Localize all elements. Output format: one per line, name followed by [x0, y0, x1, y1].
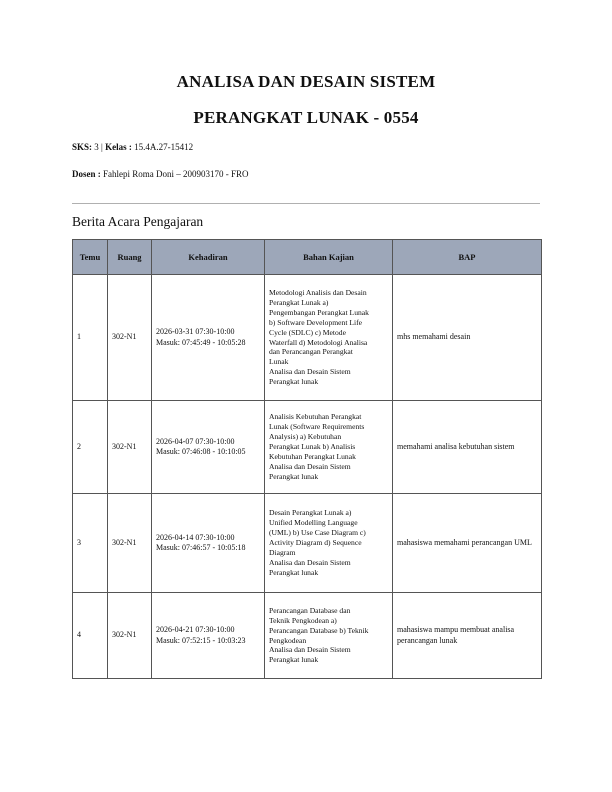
- bahan-line: Pengembangan Perangkat Lunak: [269, 307, 369, 317]
- cell-ruang: 302-N1: [108, 275, 152, 401]
- dosen-label: Dosen :: [72, 169, 101, 179]
- header-ruang: Ruang: [108, 240, 152, 275]
- bahan-line: Waterfall d) Metodologi Analisa: [269, 337, 368, 347]
- course-info: [72, 142, 193, 152]
- schedule-time: 2026-04-14 07:30-10:00: [156, 532, 235, 542]
- bahan-line: Teknik Pengkodean a): [269, 615, 337, 625]
- cell-kehadiran: [152, 494, 265, 593]
- bap-table: [72, 239, 542, 679]
- bahan-line: Perangkat lunak: [269, 471, 319, 481]
- cell-ruang: 302-N1: [108, 593, 152, 679]
- header-bahan-kajian: Bahan Kajian: [265, 240, 393, 275]
- cell-temu: 2: [73, 401, 108, 494]
- section-title: Berita Acara Pengajaran: [72, 214, 204, 229]
- sks-value: 3: [94, 142, 99, 152]
- schedule-time: 2026-03-31 07:30-10:00: [156, 327, 235, 337]
- bahan-line: Analisis Kebutuhan Perangkat: [269, 412, 362, 422]
- table-row: [73, 401, 542, 494]
- lecturer-info: [72, 169, 249, 179]
- cell-bahan-kajian: [265, 494, 393, 593]
- cell-temu: 4: [73, 593, 108, 679]
- bahan-line: Analisa dan Desain Sistem: [269, 367, 351, 377]
- cell-bap: mahasiswa memahami perancangan UML: [393, 494, 542, 593]
- bahan-line: Analisa dan Desain Sistem: [269, 461, 351, 471]
- bahan-line: b) Software Development Life: [269, 317, 362, 327]
- cell-bap: mhs memahami desain: [393, 275, 542, 401]
- bahan-line: Metodologi Analisis dan Desain: [269, 288, 367, 298]
- bahan-line: Unified Modelling Language: [269, 518, 358, 528]
- bahan-line: Activity Diagram d) Sequence: [269, 538, 362, 548]
- bahan-line: Perangkat lunak: [269, 376, 319, 386]
- bahan-line: (UML) b) Use Case Diagram c): [269, 528, 366, 538]
- cell-bap: memahami analisa kebutuhan sistem: [393, 401, 542, 494]
- bahan-line: dan Perancangan Perangkat: [269, 347, 353, 357]
- bahan-line: Perangkat lunak: [269, 655, 319, 665]
- bahan-line: Diagram: [269, 547, 296, 557]
- header-bap: BAP: [393, 240, 542, 275]
- bahan-line: Desain Perangkat Lunak a): [269, 508, 352, 518]
- cell-ruang: 302-N1: [108, 494, 152, 593]
- bahan-line: Perangkat Lunak a): [269, 298, 329, 308]
- attendance-time: Masuk: 07:46:57 - 10:05:18: [156, 543, 246, 552]
- bahan-line: Analysis) a) Kebutuhan: [269, 432, 342, 442]
- divider: [72, 203, 540, 204]
- kelas-label: Kelas :: [105, 142, 132, 152]
- cell-bahan-kajian: [265, 593, 393, 679]
- cell-ruang: 302-N1: [108, 401, 152, 494]
- table-row: [73, 275, 542, 401]
- cell-bap: mahasiswa mampu membuat analisa perancangan lunak: [393, 593, 542, 679]
- bahan-line: Kebutuhan Perangkat Lunak: [269, 451, 356, 461]
- table-row: [73, 593, 542, 679]
- dosen-value: Fahlepi Roma Doni – 200903170 - FRO: [103, 169, 249, 179]
- bahan-line: Perancangan Database b) Teknik: [269, 625, 369, 635]
- cell-kehadiran: [152, 401, 265, 494]
- bahan-line: Analisa dan Desain Sistem: [269, 557, 351, 567]
- cell-kehadiran: [152, 593, 265, 679]
- cell-bahan-kajian: [265, 401, 393, 494]
- bahan-line: Analisa dan Desain Sistem: [269, 645, 351, 655]
- attendance-time: Masuk: 07:52:15 - 10:03:23: [156, 635, 246, 645]
- bahan-line: Perancangan Database dan: [269, 605, 351, 615]
- schedule-time: 2026-04-21 07:30-10:00: [156, 625, 235, 635]
- cell-temu: 1: [73, 275, 108, 401]
- bahan-line: Pengkodean: [269, 635, 307, 645]
- attendance-time: Masuk: 07:45:49 - 10:05:28: [156, 337, 246, 347]
- cell-temu: 3: [73, 494, 108, 593]
- bahan-line: Lunak (Software Requirements: [269, 422, 365, 432]
- page-title-line2: PERANGKAT LUNAK - 0554: [193, 108, 419, 127]
- table-header-row: [73, 240, 542, 275]
- kelas-value: 15.4A.27-15412: [134, 142, 194, 152]
- bahan-line: Cycle (SDLC) c) Metode: [269, 327, 346, 337]
- bahan-line: Lunak: [269, 357, 289, 367]
- bahan-line: Perangkat Lunak b) Analisis: [269, 442, 356, 452]
- header-kehadiran: Kehadiran: [152, 240, 265, 275]
- bahan-line: Perangkat lunak: [269, 567, 319, 577]
- sks-label: SKS:: [72, 142, 93, 152]
- attendance-time: Masuk: 07:46:08 - 10:10:05: [156, 447, 246, 456]
- cell-kehadiran: [152, 275, 265, 401]
- separator: |: [101, 142, 103, 152]
- header-temu: Temu: [73, 240, 108, 275]
- table-row: [73, 494, 542, 593]
- cell-bahan-kajian: [265, 275, 393, 401]
- schedule-time: 2026-04-07 07:30-10:00: [156, 436, 235, 446]
- page-title-line1: ANALISA DAN DESAIN SISTEM: [176, 72, 436, 91]
